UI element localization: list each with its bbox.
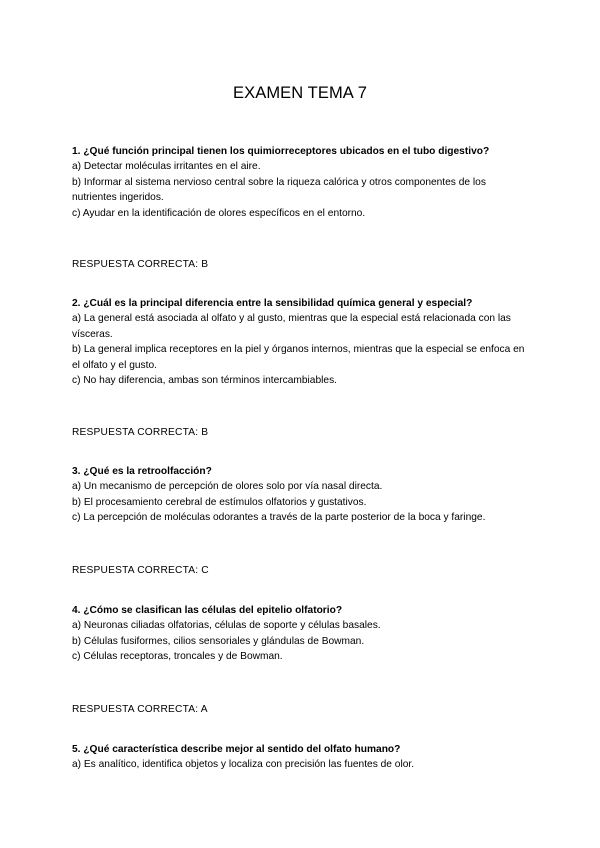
page-title: EXAMEN TEMA 7	[233, 84, 367, 102]
question-3	[72, 464, 532, 526]
correct-answer-3: RESPUESTA CORRECTA: C	[72, 565, 209, 576]
question-title: 1. ¿Qué función principal tienen los quimiorreceptores ubicados en el tubo digestivo?	[72, 146, 490, 157]
option-b: b) Células fusiformes, cilios sensoriales y glándulas de Bowman.	[72, 635, 365, 647]
option-b: b) Informar al sistema nervioso central sobre la riqueza calórica y otros componentes de los nutrientes ingeridos.	[72, 176, 486, 204]
question-2	[72, 296, 532, 388]
question-title: 4. ¿Cómo se clasifican las células del epitelio olfatorio?	[72, 605, 343, 616]
correct-answer-2: RESPUESTA CORRECTA: B	[72, 427, 209, 438]
option-a: a) La general está asociada al olfato y al gusto, mientras que la especial está relacionada con las vísceras.	[72, 313, 511, 340]
option-a: a) Neuronas ciliadas olfatorias, células de soporte y células basales.	[72, 620, 381, 632]
option-c: c) Ayudar en la identificación de olores específicos en el entorno.	[72, 207, 366, 219]
question-title: 2. ¿Cuál es la principal diferencia entre la sensibilidad química general y especial?	[72, 298, 473, 309]
option-c: c) Células receptoras, troncales y de Bowman.	[72, 651, 283, 663]
option-b: b) El procesamiento cerebral de estímulos olfatorios y gustativos.	[72, 496, 367, 508]
question-title: 5. ¿Qué característica describe mejor al sentido del olfato humano?	[72, 744, 401, 755]
option-a: a) Detectar moléculas irritantes en el aire.	[72, 161, 261, 173]
option-c: c) No hay diferencia, ambas son términos intercambiables.	[72, 375, 337, 387]
correct-answer-4: RESPUESTA CORRECTA: A	[72, 704, 208, 715]
question-title: 3. ¿Qué es la retroolfacción?	[72, 466, 212, 477]
question-5	[72, 742, 532, 773]
question-1	[72, 144, 532, 221]
question-4	[72, 603, 532, 665]
option-c: c) La percepción de moléculas odorantes a través de la parte posterior de la boca y faringe.	[72, 512, 486, 524]
option-a: a) Es analítico, identifica objetos y localiza con precisión las fuentes de olor.	[72, 759, 415, 771]
option-a: a) Un mecanismo de percepción de olores solo por vía nasal directa.	[72, 481, 383, 493]
option-b: b) La general implica receptores en la piel y órganos internos, mientras que la especial se enfoca en el olfato y el gusto.	[72, 344, 525, 371]
correct-answer-1: RESPUESTA CORRECTA: B	[72, 259, 209, 270]
